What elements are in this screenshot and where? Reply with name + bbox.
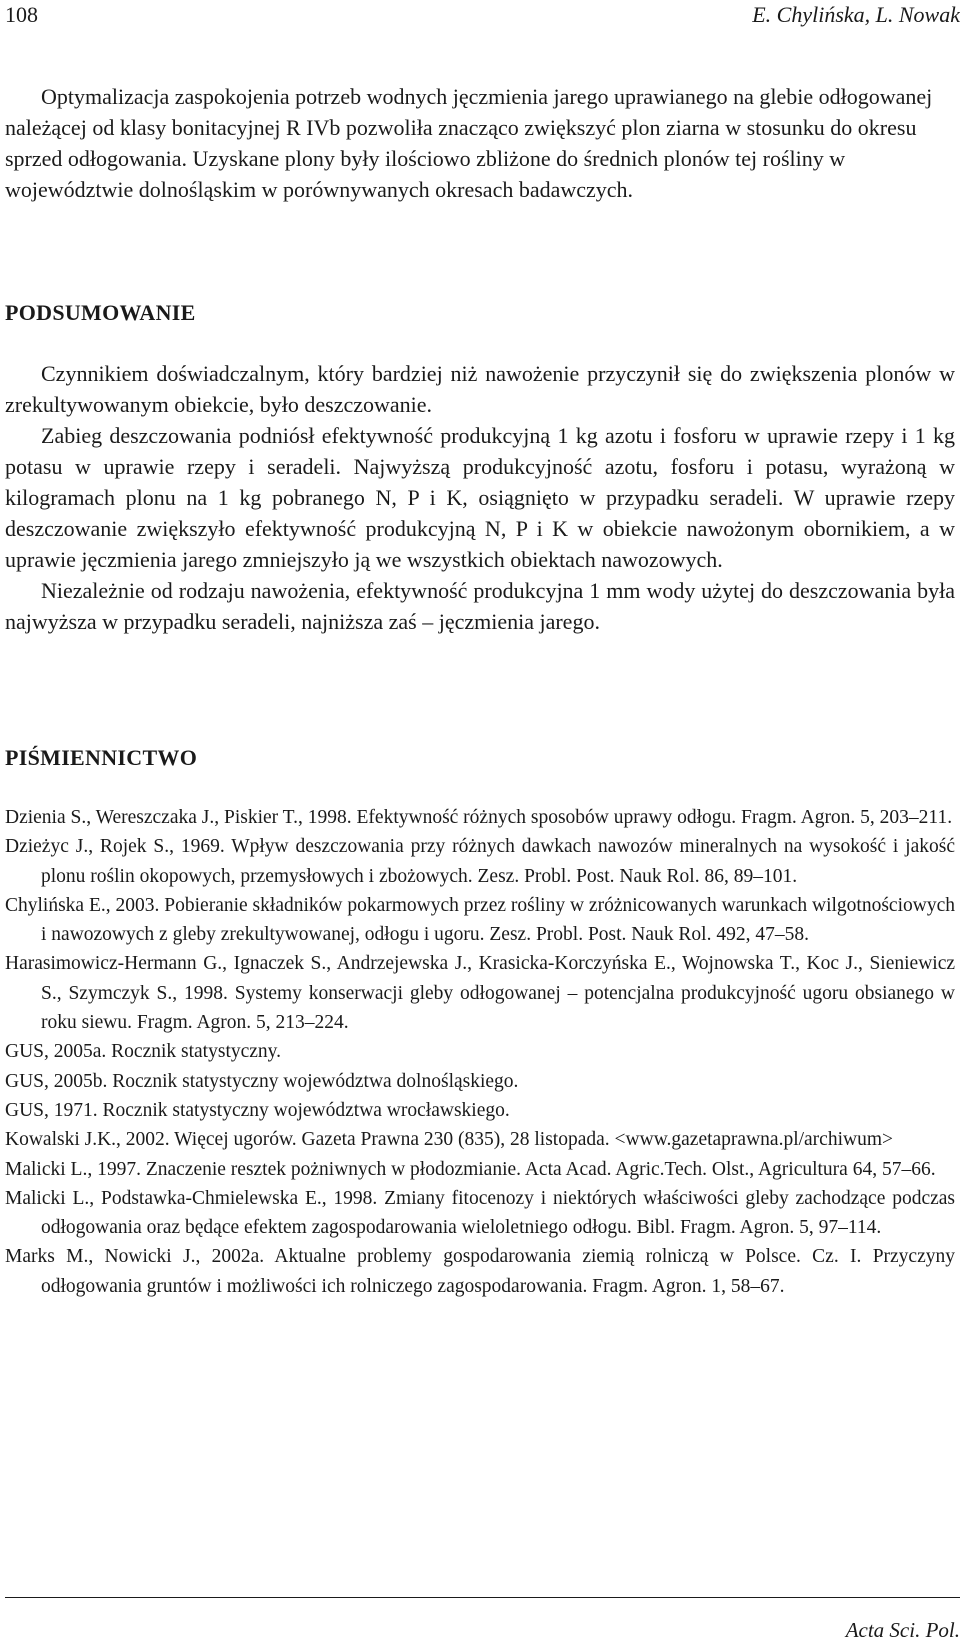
references-list: [5, 803, 955, 1301]
reference-item: Marks M., Nowicki J., 2002a. Aktualne problemy gospodarowania ziemią rolniczą w Polsce. Cz. I. Przyczyny odłogowania gruntów i możliwości ich rolniczego zagospodarowania. Fragm. Agron. 1, 58–67.: [5, 1246, 955, 1297]
reference-item: Malicki L., Podstawka-Chmielewska E., 1998. Zmiany fitocenozy i niektórych właściwości gleby zachodzące podczas odłogowania oraz będące efektem zagospodarowania wieloletniego odłogu. Bibl. Fragm. Agron. 5, 97–114.: [5, 1187, 955, 1239]
reference-item: Kowalski J.K., 2002. Więcej ugorów. Gazeta Prawna 230 (835), 28 listopada. <www.gazetaprawna.pl/archiwum>: [5, 1129, 893, 1151]
summary-heading: PODSUMOWANIE: [5, 300, 196, 325]
reference-item: GUS, 2005a. Rocznik statystyczny.: [5, 1041, 282, 1063]
summary-paragraph-3: Niezależnie od rodzaju nawożenia, efektywność produkcyjna 1 mm wody użytej do deszczowania była najwyższa w przypadku seradeli, najniższa zaś – jęczmienia jarego.: [5, 578, 955, 634]
reference-item: Malicki L., 1997. Znaczenie resztek pożniwnych w płodozmianie. Acta Acad. Agric.Tech. Olst., Agricultura 64, 57–66.: [5, 1158, 936, 1180]
summary-section: [5, 358, 955, 637]
page-number: 108: [5, 2, 38, 27]
reference-item: Dzienia S., Wereszczaka J., Piskier T., 1998. Efektywność różnych sposobów uprawy odłogu. Fragm. Agron. 5, 203–211.: [5, 807, 953, 828]
reference-item: Chylińska E., 2003. Pobieranie składników pokarmowych przez rośliny w zróżnicowanych warunkach wilgotnościowych i nawozowych z gleby zrekultywowanej, odłogu i ugoru. Zesz. Probl. Post. Nauk Rol. 492, 47–58.: [5, 894, 955, 946]
summary-paragraph-1: Czynnikiem doświadczalnym, który bardziej niż nawożenie przyczynił się do zwiększenia plonów w zrekultywowanym obiekcie, było deszczowanie.: [5, 361, 955, 417]
reference-item: GUS, 2005b. Rocznik statystyczny województwa dolnośląskiego.: [5, 1070, 519, 1092]
intro-section: [5, 81, 955, 205]
references-heading: PIŚMIENNICTWO: [5, 745, 198, 770]
reference-item: Dzieżyc J., Rojek S., 1969. Wpływ deszczowania przy różnych dawkach nawozów mineralnych na wysokość i jakość plonu roślin okopowych, przemysłowych i zbożowych. Zesz. Probl. Post. Nauk Rol. 86, 89–101.: [5, 836, 955, 887]
intro-paragraph: Optymalizacja zaspokojenia potrzeb wodnych jęczmienia jarego uprawianego na glebie odłogowanej należącej od klasy bonitacyjnej R IVb pozwoliła znacząco zwiększyć plon ziarna w stosunku do okresu sprzed odłogowania. Uzyskane plony były ilościowo zbliżone do średnich plonów tej rośliny w województwie dolnośląskim w porównywanych okresach badawczych.: [5, 84, 933, 202]
footer-divider: [5, 1597, 960, 1598]
footer-journal-name: Acta Sci. Pol.: [845, 1618, 960, 1642]
reference-item: GUS, 1971. Rocznik statystyczny województwa wrocławskiego.: [5, 1099, 510, 1121]
reference-item: Harasimowicz-Hermann G., Ignaczek S., Andrzejewska J., Krasicka-Korczyńska E., Wojnowska T., Koc J., Sieniewicz S., Szymczyk S., 1998. Systemy konserwacji gleby odłogowanej – potencjalna produkcyjność ugoru obsianego w roku siewu. Fragm. Agron. 5, 213–224.: [5, 953, 955, 1034]
running-header-authors: E. Chylińska, L. Nowak: [752, 2, 960, 27]
summary-paragraph-2: Zabieg deszczowania podniósł efektywność produkcyjną 1 kg azotu i fosforu w uprawie rzepy i 1 kg potasu w uprawie rzepy i seradeli. Najwyższą produkcyjność azotu, fosforu i potasu, wyrażoną w kilogramach plonu na 1 kg pobranego N, P i K, osiągnięto w przypadku seradeli. W uprawie rzepy deszczowanie zwiększyło efektywność produkcyjną N, P i K w obiekcie nawożonym obornikiem, a w uprawie jęczmienia jarego zmniejszyło ją we wszystkich obiektach nawozowych.: [5, 423, 955, 572]
